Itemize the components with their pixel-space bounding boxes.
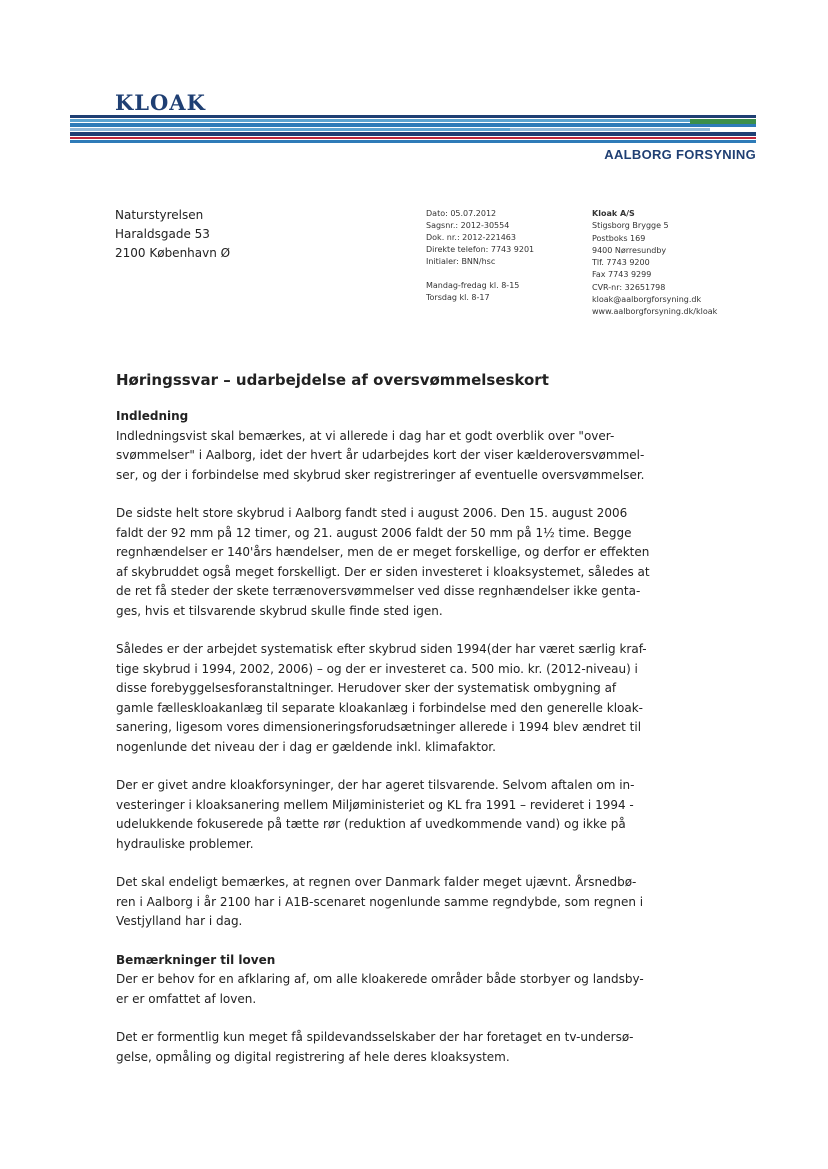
letter-body <box>116 370 716 1067</box>
meta-date: Dato: 05.07.2012 <box>426 209 497 218</box>
sender-address <box>592 208 717 319</box>
logo-stripe <box>70 140 756 143</box>
recipient-line: 2100 København Ø <box>115 246 231 260</box>
logo-stripe-accent <box>210 128 510 131</box>
logo-stripe <box>70 123 756 127</box>
paragraph: Det skal endeligt bemærkes, at regnen over Danmark falder meget ujævnt. Årsnedbø- ren i Aalborg i år 2100 har i A1B-scenaret nogenlunde samme regndybde, som regnen i Vestjylland har i dag. <box>116 875 644 928</box>
meta-document-number: Dok. nr.: 2012-221463 <box>426 233 516 242</box>
logo-stripe <box>70 115 756 118</box>
recipient-line: Haraldsgade 53 <box>115 227 210 241</box>
sender-phone: Tlf. 7743 9200 <box>592 258 650 268</box>
section-heading: Bemærkninger til loven <box>116 952 276 967</box>
meta-hours: Torsdag kl. 8-17 <box>426 293 490 302</box>
company-name: AALBORG FORSYNING <box>604 147 756 162</box>
meta-case-number: Sagsnr.: 2012-30554 <box>426 221 510 230</box>
kloak-logo: KLOAK <box>115 90 206 115</box>
logo-stripe-band <box>70 115 756 143</box>
logo-stripe <box>70 132 756 136</box>
paragraph: Der er behov for en afklaring af, om alle kloakerede områder både storbyer og landsby- er er omfattet af loven. <box>116 972 644 1006</box>
sender-website: www.aalborgforsyning.dk/kloak <box>592 307 718 317</box>
paragraph: Således er der arbejdet systematisk efter skybrud siden 1994(der har været særlig kraf- tige skybrud i 1994, 2002, 2006) – og der er investeret ca. 500 mio. kr. (2012-niveau) i disse forebyggelsesforanstaltninger. Herudover sker der systematisk ombygning af gamle fælleskloakanlæg til separate kloakanlæg i forbindelse med den generelle kloak- sanering, ligesom vores dimensioneringsforudsætninger allerede i 1994 blev ændret til nogenlunde det niveau der i dag er gældende inkl. klimafaktor. <box>116 642 647 754</box>
meta-direct-phone: Direkte telefon: 7743 9201 <box>426 245 535 254</box>
paragraph: Indledningsvist skal bemærkes, at vi allerede i dag har et godt overblik over "over- svømmelser" i Aalborg, idet der hvert år udarbejdes kort der viser kælderoversvømmel- ser, og der i forbindelse med skybrud sker registreringer af eventuelle oversvømmelser. <box>116 428 645 482</box>
sender-name: Kloak A/S <box>592 209 635 218</box>
paragraph: Der er givet andre kloakforsyninger, der har ageret tilsvarende. Selvom aftalen om in- vesteringer i kloaksanering mellem Miljøministeriet og KL fra 1991 – revideret i 1994 - udelukkende fokuserede på tætte rør (reduktion af uvedkommende vand) og ikke på hydrauliske problemer. <box>116 778 635 851</box>
section-heading: Indledning <box>116 409 189 423</box>
recipient-line: Naturstyrelsen <box>115 208 204 222</box>
meta-hours: Mandag-fredag kl. 8-15 <box>426 281 520 290</box>
sender-line: Postboks 169 <box>592 233 646 243</box>
sender-cvr: CVR-nr: 32651798 <box>592 282 666 292</box>
paragraph: De sidste helt store skybrud i Aalborg fandt sted i august 2006. Den 15. august 2006 faldt der 92 mm på 12 timer, og 21. august 2006 faldt der 50 mm på 1½ time. Begge regnhændelser er 140'års hændelser, men de er meget forskellige, og derfor er effekten af skybruddet også meget forskelligt. Der er siden investeret i kloaksystemet, således at de ret få steder der skete terrænoversvømmelser ved disse regnhændelser ikke genta- ges, hvis et tilsvarende skybrud skulle finde sted igen. <box>116 506 650 618</box>
sender-email: kloak@aalborgforsyning.dk <box>592 295 702 305</box>
meta-initials: Initialer: BNN/hsc <box>426 257 496 266</box>
paragraph: Det er formentlig kun meget få spildevandsselskaber der har foretaget en tv-undersø- gelse, opmåling og digital registrering af hele deres kloaksystem. <box>116 1030 634 1064</box>
logo-stripe <box>70 119 730 122</box>
document-meta <box>426 208 534 304</box>
logo-stripe-accent <box>690 119 756 124</box>
sender-fax: Fax 7743 9299 <box>592 270 652 280</box>
sender-line: Stigsborg Brygge 5 <box>592 221 669 231</box>
letter-title: Høringssvar – udarbejdelse af oversvømmelseskort <box>116 371 549 389</box>
recipient-address <box>115 206 230 263</box>
sender-line: 9400 Nørresundby <box>592 245 667 255</box>
logo-stripe <box>70 137 756 139</box>
